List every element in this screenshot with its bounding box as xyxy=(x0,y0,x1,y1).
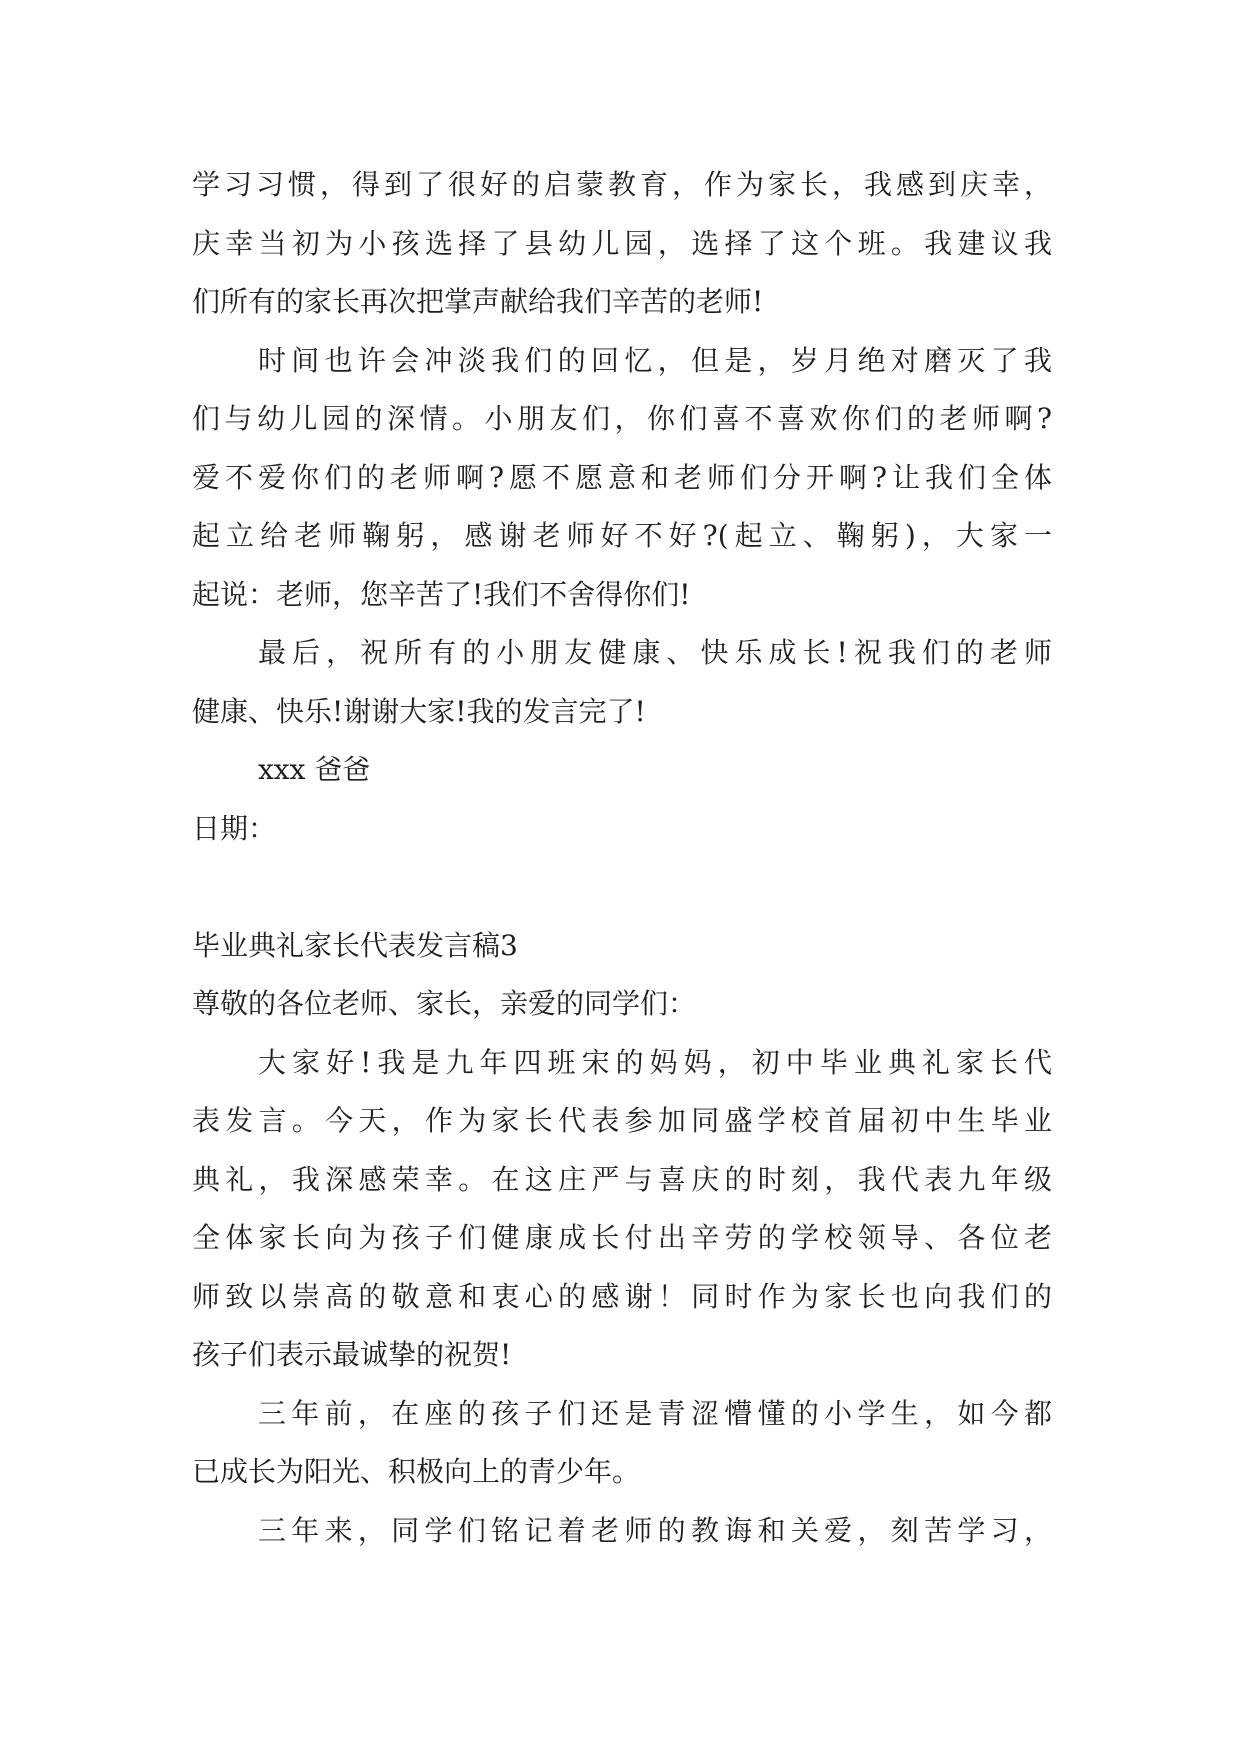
body-line: 们与幼儿园的深情。小朋友们，你们喜不喜欢你们的老师啊? xyxy=(192,402,1052,435)
signature: xxx 爸爸 xyxy=(258,753,371,786)
body-line: 学习习惯，得到了很好的启蒙教育，作为家长，我感到庆幸， xyxy=(192,168,1052,201)
body-line: 起说：老师，您辛苦了!我们不舍得你们! xyxy=(192,577,691,611)
body-line: 起立给老师鞠躬，感谢老师好不好?(起立、鞠躬)，大家一 xyxy=(192,519,1052,552)
body-line: 表发言。今天，作为家长代表参加同盛学校首届初中生毕业 xyxy=(192,1104,1052,1137)
paragraph xyxy=(192,1034,1052,1385)
body-line: 爱不爱你们的老师啊?愿不愿意和老师们分开啊?让我们全体 xyxy=(192,460,1052,494)
document-body xyxy=(192,156,1052,1560)
body-line: 师致以崇高的敬意和衷心的感谢！同时作为家长也向我们的 xyxy=(192,1279,1052,1313)
body-line: 全体家长向为孩子们健康成长付出辛劳的学校领导、各位老 xyxy=(192,1221,1052,1254)
body-line: 大家好!我是九年四班宋的妈妈，初中毕业典礼家长代 xyxy=(258,1045,1052,1079)
body-line: 三年来，同学们铭记着老师的教诲和关爱，刻苦学习， xyxy=(258,1513,1052,1547)
body-line: 们所有的家长再次把掌声献给我们辛苦的老师! xyxy=(192,285,764,318)
body-line: 健康、快乐!谢谢大家!我的发言完了! xyxy=(192,694,646,728)
body-line: 三年前，在座的孩子们还是青涩懵懂的小学生，如今都 xyxy=(258,1396,1052,1430)
section-title: 毕业典礼家长代表发言稿3 xyxy=(192,928,518,962)
paragraph xyxy=(192,624,1052,741)
paragraph xyxy=(192,156,1052,332)
paragraph xyxy=(192,1502,1052,1561)
body-line: 典礼，我深感荣幸。在这庄严与喜庆的时刻，我代表九年级 xyxy=(192,1162,1052,1196)
date-label: 日期： xyxy=(192,811,277,845)
paragraph xyxy=(192,1385,1052,1502)
salutation: 尊敬的各位老师、家长，亲爱的同学们： xyxy=(192,987,697,1020)
body-line: 时间也许会冲淡我们的回忆，但是，岁月绝对磨灭了我 xyxy=(258,343,1052,377)
body-line: 最后，祝所有的小朋友健康、快乐成长!祝我们的老师 xyxy=(258,636,1052,669)
paragraph xyxy=(192,332,1052,625)
body-line: 庆幸当初为小孩选择了县幼儿园，选择了这个班。我建议我 xyxy=(192,226,1052,260)
body-line: 孩子们表示最诚挚的祝贺! xyxy=(192,1338,512,1371)
body-line: 已成长为阳光、积极向上的青少年。 xyxy=(192,1455,641,1488)
blank-line xyxy=(192,858,1052,917)
